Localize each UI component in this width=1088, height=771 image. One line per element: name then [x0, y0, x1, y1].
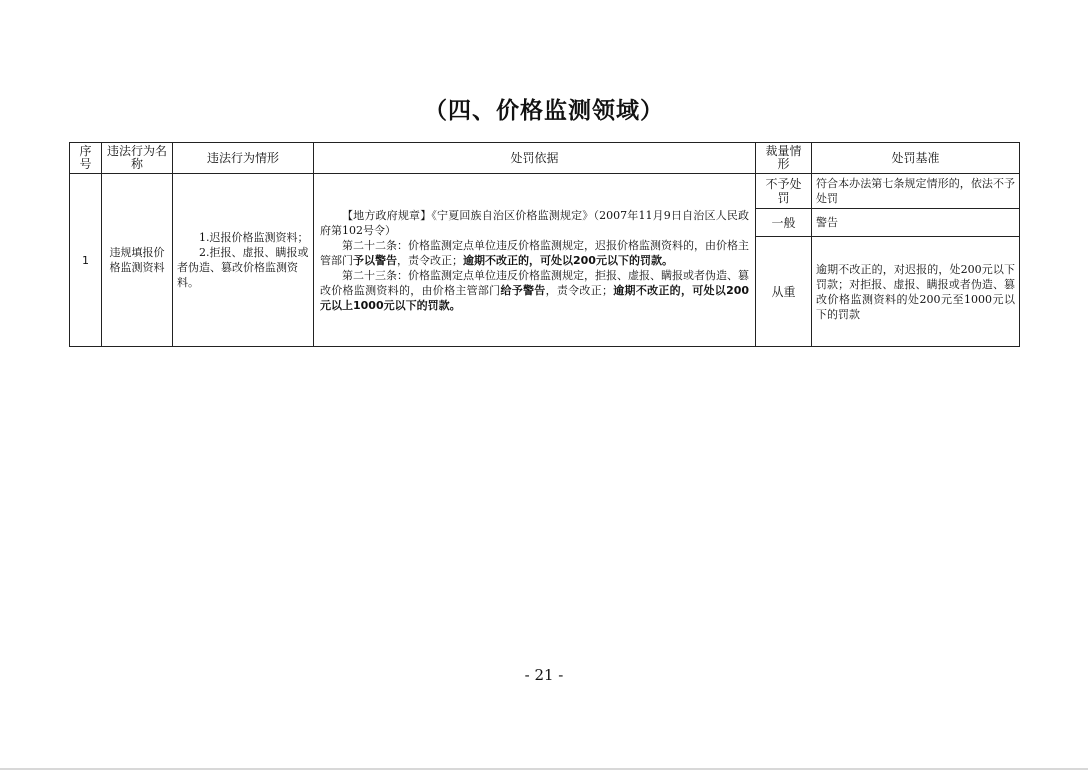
header-level: 裁量情形 [756, 143, 812, 174]
level-none: 不予处罚 [756, 174, 812, 209]
penalty-table [69, 142, 1020, 347]
row-no: 1 [70, 174, 102, 347]
standard-none: 符合本办法第七条规定情形的，依法不予处罚 [812, 174, 1020, 209]
basis-intro: 【地方政府规章】《宁夏回族自治区价格监测规定》（2007年11月9日自治区人民政府第102号令） [320, 208, 749, 237]
row-name: 违规填报价格监测资料 [102, 174, 173, 347]
standard-severe: 逾期不改正的，对迟报的，处200元以下罚款；对拒报、虚报、瞒报或者伪造、篡改价格监测资料的处200元至1000元以下的罚款 [812, 237, 1020, 347]
bold-text: 予以警告 [353, 253, 397, 267]
basis-article-23: 第二十三条：价格监测定点单位违反价格监测规定，拒报、虚报、瞒报或者伪造、篡改价格监测资料的，由价格主管部门给予警告，责令改正；逾期不改正的，可处以200元以上1000元以下的罚款。 [320, 268, 750, 312]
bold-text: 逾期不改正的，可处以200元以上1000元以下的罚款。 [320, 283, 750, 312]
row-basis [314, 174, 756, 347]
basis-article-22: 第二十二条：价格监测定点单位违反价格监测规定，迟报价格监测资料的，由价格主管部门予以警告，责令改正；逾期不改正的，可处以200元以下的罚款。 [320, 238, 749, 267]
level-severe: 从重 [756, 237, 812, 347]
situation-item: 2.拒报、虚报、瞒报或者伪造、篡改价格监测资料。 [177, 246, 309, 289]
table-header-row [70, 143, 1020, 174]
standard-general: 警告 [812, 209, 1020, 237]
level-general: 一般 [756, 209, 812, 237]
page-number: - 21 - [524, 666, 564, 684]
row-situation [173, 174, 314, 347]
header-basis: 处罚依据 [314, 143, 756, 174]
header-no: 序号 [70, 143, 102, 174]
page-title: （四、价格监测领域） [424, 98, 664, 124]
table-row [70, 174, 1020, 209]
situation-item: 1.迟报价格监测资料； [199, 231, 309, 244]
header-standard: 处罚基准 [812, 143, 1020, 174]
header-situation: 违法行为情形 [173, 143, 314, 174]
header-name: 违法行为名称 [102, 143, 173, 174]
bold-text: 逾期不改正的，可处以200元以下的罚款。 [463, 253, 673, 267]
bold-text: 给予警告 [500, 283, 546, 297]
divider [0, 768, 1088, 770]
